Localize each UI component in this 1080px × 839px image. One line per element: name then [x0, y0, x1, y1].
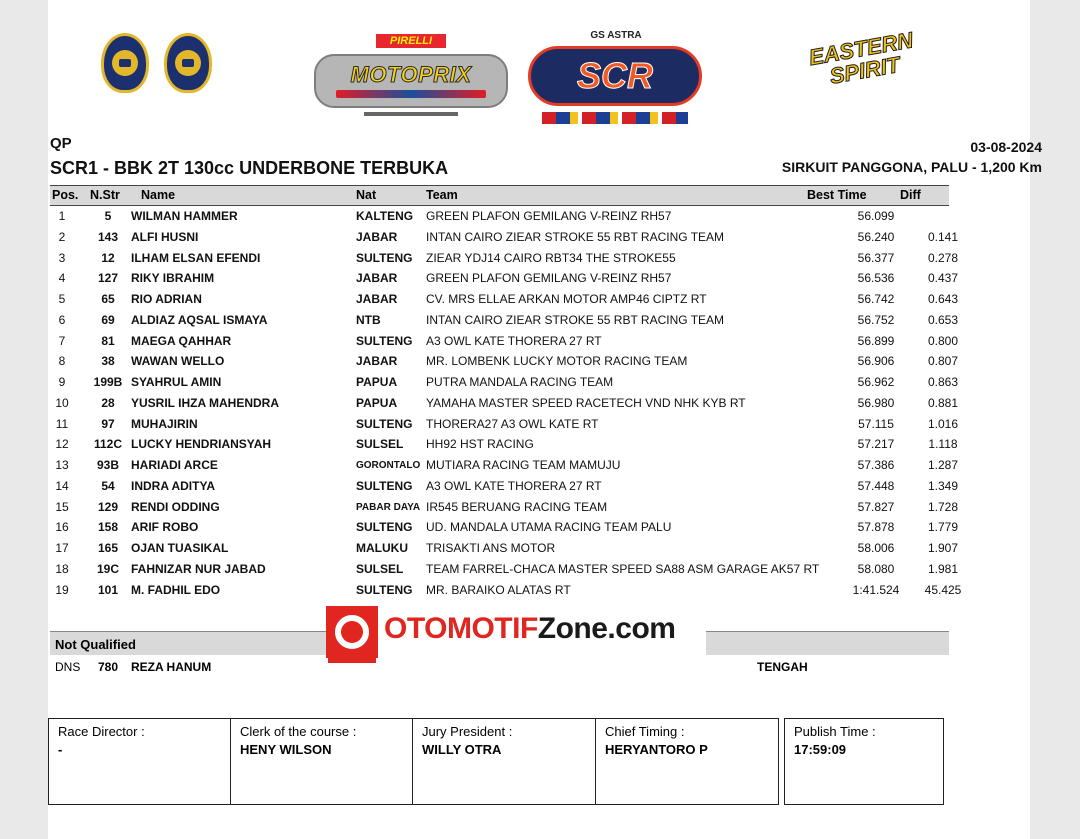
- row-number: 5: [104, 209, 112, 223]
- row-team: GREEN PLAFON GEMILANG V-REINZ RH57: [426, 209, 672, 223]
- col-best-time: Best Time: [807, 188, 867, 202]
- publish-time-label: Publish Time :: [794, 724, 876, 739]
- event-date: 03-08-2024: [970, 139, 1042, 155]
- row-team: ZIEAR YDJ14 CAIRO RBT34 THE STROKE55: [426, 250, 676, 265]
- publish-time-value: 17:59:09: [794, 742, 847, 757]
- sponsor-strip: [336, 90, 486, 98]
- row-diff: 1.779: [927, 520, 959, 535]
- row-team: GREEN PLAFON GEMILANG V-REINZ RH57: [426, 271, 672, 286]
- col-team: Team: [426, 188, 458, 202]
- row-number: 12: [101, 250, 115, 265]
- row-nationality: JABAR: [356, 292, 398, 306]
- row-pos: 8: [58, 354, 66, 369]
- row-diff: 0.278: [927, 250, 959, 265]
- table-row: [50, 393, 959, 413]
- row-number: 97: [101, 416, 115, 431]
- row-rider-name: MUHAJIRIN: [131, 416, 198, 431]
- row-best-time: 56.742: [857, 292, 895, 306]
- session-label: QP: [50, 135, 72, 152]
- row-pos: 18: [55, 561, 69, 576]
- row-diff: 0.437: [927, 271, 959, 286]
- row-pos: 6: [58, 312, 66, 327]
- row-best-time: 57.827: [857, 499, 895, 514]
- watermark-text-b: Zone.com: [537, 612, 676, 645]
- row-pos: 1: [58, 209, 66, 223]
- row-pos: 3: [58, 250, 66, 265]
- row-nationality: KALTENG: [356, 209, 414, 223]
- motoprix-underline: [364, 112, 458, 116]
- col-nstr: N.Str: [90, 188, 120, 202]
- row-diff: 1.118: [928, 437, 958, 452]
- watermark-text-a: OTOMOTIF: [384, 612, 538, 645]
- row-rider-name: OJAN TUASIKAL: [131, 541, 229, 555]
- row-team: YAMAHA MASTER SPEED RACETECH VND NHK KYB RT: [426, 395, 746, 410]
- table-row: [50, 517, 959, 537]
- table-row: [50, 414, 959, 434]
- row-team: TRISAKTI ANS MOTOR: [426, 541, 556, 555]
- row-rider-name: ALDIAZ AQSAL ISMAYA: [131, 312, 268, 327]
- chief-timing-box: [595, 718, 779, 805]
- row-diff: 0.643: [927, 292, 959, 306]
- row-best-time: 57.878: [857, 520, 895, 535]
- row-number: 165: [97, 541, 119, 555]
- signature-block: [48, 718, 944, 805]
- row-best-time: 57.448: [857, 478, 895, 493]
- row-rider-name: MAEGA QAHHAR: [131, 333, 232, 348]
- table-row: [50, 206, 949, 226]
- row-nationality: JABAR: [356, 354, 398, 369]
- row-nationality: SULTENG: [356, 333, 413, 348]
- row-best-time: 57.115: [858, 416, 894, 431]
- row-best-time: 1:41.524: [852, 582, 900, 597]
- row-nationality: SULTENG: [356, 250, 413, 265]
- logo-strip: [328, 658, 376, 663]
- row-number: 38: [101, 354, 115, 369]
- race-director-label: Race Director :: [58, 724, 145, 739]
- row-number: 19C: [96, 561, 119, 576]
- row-diff: 0.881: [927, 395, 959, 410]
- eastern-spirit-logo: EASTERN SPIRIT: [807, 27, 915, 89]
- row-team: IR545 BERUANG RACING TEAM: [426, 499, 608, 514]
- imi-badge-right-icon: [164, 33, 212, 93]
- row-diff: 0.800: [927, 333, 959, 348]
- row-rider-name: WAWAN WELLO: [131, 354, 225, 369]
- row-number: 143: [97, 229, 119, 244]
- col-name: Name: [141, 188, 176, 202]
- row-best-time: 56.962: [857, 375, 895, 389]
- row-rider-name: ARIF ROBO: [131, 520, 199, 535]
- row-pos: 2: [58, 229, 66, 244]
- row-best-time: 58.080: [857, 561, 895, 576]
- row-diff: 45.425: [924, 582, 962, 597]
- table-row: [50, 372, 959, 392]
- row-nationality: PAPUA: [356, 395, 398, 410]
- imi-badge-left-icon: [101, 33, 149, 93]
- row-best-time: 57.217: [857, 437, 895, 452]
- table-row: [50, 227, 959, 247]
- scr-header-label: GS ASTRA: [590, 30, 642, 41]
- row-pos: 15: [55, 499, 69, 514]
- motoprix-wordmark: MOTOPRIX: [350, 62, 472, 87]
- publish-time-box: [784, 718, 944, 805]
- row-team: PUTRA MANDALA RACING TEAM: [426, 375, 614, 389]
- row-team: MR. LOMBENK LUCKY MOTOR RACING TEAM: [426, 354, 688, 369]
- row-nationality: PABAR DAYA: [356, 501, 421, 513]
- row-pos: 12: [55, 437, 69, 452]
- col-pos: Pos.: [52, 188, 79, 202]
- table-row: [50, 559, 959, 579]
- row-diff: 0.863: [927, 375, 959, 389]
- row-pos: 17: [55, 541, 69, 555]
- row-diff: 0.653: [927, 312, 959, 327]
- scr-logo: [528, 30, 702, 128]
- otomotifzone-watermark: [326, 606, 706, 664]
- row-nationality: PAPUA: [356, 375, 398, 389]
- row-rider-name: INDRA ADITYA: [131, 478, 216, 493]
- table-row: [50, 538, 959, 558]
- otomotifzone-logo-icon: [326, 606, 378, 658]
- dns-status: DNS: [55, 660, 81, 674]
- race-director-value: -: [58, 742, 63, 757]
- row-diff: 0.141: [927, 229, 959, 244]
- clerk-label: Clerk of the course :: [240, 724, 357, 739]
- table-row: [50, 268, 959, 288]
- row-nationality: SULTENG: [356, 582, 413, 597]
- row-rider-name: RIO ADRIAN: [131, 292, 202, 306]
- row-diff: 0.807: [927, 354, 959, 369]
- row-pos: 14: [55, 478, 69, 493]
- row-rider-name: ILHAM ELSAN EFENDI: [131, 250, 261, 265]
- row-team: MR. BARAIKO ALATAS RT: [426, 582, 571, 597]
- row-rider-name: ALFI HUSNI: [131, 229, 199, 244]
- row-rider-name: WILMAN HAMMER: [131, 209, 238, 223]
- row-number: 112C: [93, 437, 123, 452]
- not-qualified-label: Not Qualified: [55, 637, 136, 652]
- row-diff: 1.907: [927, 541, 959, 555]
- row-team: INTAN CAIRO ZIEAR STROKE 55 RBT RACING TEAM: [426, 229, 725, 244]
- row-team: TEAM FARREL-CHACA MASTER SPEED SA88 ASM GARAGE AK57 RT: [426, 561, 820, 576]
- row-team: THORERA27 A3 OWL KATE RT: [426, 416, 599, 431]
- row-number: 158: [97, 520, 119, 535]
- col-diff: Diff: [900, 188, 921, 202]
- row-number: 199B: [93, 375, 123, 389]
- race-director-box: [48, 718, 231, 805]
- row-pos: 13: [55, 458, 69, 472]
- class-title: SCR1 - BBK 2T 130cc UNDERBONE TERBUKA: [50, 158, 449, 178]
- row-number: 127: [97, 271, 119, 286]
- row-diff: 1.981: [927, 561, 959, 576]
- jury-president-label: Jury President :: [422, 724, 513, 739]
- table-row: [50, 248, 959, 268]
- row-diff: 1.287: [927, 458, 959, 472]
- row-number: 81: [101, 333, 115, 348]
- row-pos: 5: [58, 292, 66, 306]
- row-nationality: NTB: [356, 312, 381, 327]
- row-diff: 1.016: [927, 416, 959, 431]
- row-nationality: SULTENG: [356, 478, 413, 493]
- dns-name: REZA HANUM: [131, 660, 212, 674]
- table-row: [50, 476, 959, 496]
- row-team: A3 OWL KATE THORERA 27 RT: [426, 478, 602, 493]
- row-nationality: MALUKU: [356, 541, 408, 555]
- col-nat: Nat: [356, 188, 377, 202]
- row-best-time: 56.377: [857, 250, 895, 265]
- row-diff: 1.728: [927, 499, 959, 514]
- row-rider-name: FAHNIZAR NUR JABAD: [131, 561, 266, 576]
- row-number: 28: [101, 395, 115, 410]
- row-best-time: 56.752: [857, 312, 895, 327]
- row-nationality: SULTENG: [356, 416, 413, 431]
- row-pos: 7: [58, 333, 66, 348]
- table-row: [50, 580, 962, 600]
- row-pos: 16: [55, 520, 69, 535]
- row-number: 129: [97, 499, 119, 514]
- row-nationality: SULTENG: [356, 520, 413, 535]
- row-pos: 11: [55, 416, 69, 431]
- row-rider-name: RIKY IBRAHIM: [131, 271, 215, 286]
- table-row: [50, 434, 958, 454]
- row-best-time: 56.240: [857, 229, 895, 244]
- row-rider-name: HARIADI ARCE: [131, 458, 218, 472]
- row-best-time: 58.006: [857, 541, 895, 555]
- pirelli-label: PIRELLI: [376, 34, 446, 48]
- row-team: CV. MRS ELLAE ARKAN MOTOR AMP46 CIPTZ RT: [426, 292, 707, 306]
- row-best-time: 56.906: [857, 354, 895, 369]
- event-venue: SIRKUIT PANGGONA, PALU - 1,200 Km: [781, 159, 1042, 175]
- dns-team: TENGAH: [757, 660, 808, 674]
- row-best-time: 56.899: [857, 333, 895, 348]
- row-pos: 19: [55, 582, 69, 597]
- row-number: 54: [101, 478, 115, 493]
- jury-president-box: [412, 718, 596, 805]
- table-row: [50, 351, 959, 371]
- row-best-time: 56.980: [857, 395, 895, 410]
- row-number: 69: [101, 312, 115, 327]
- table-row: [50, 289, 959, 309]
- table-row: [50, 497, 959, 517]
- table-row: [50, 455, 959, 475]
- results-table-header: [50, 185, 949, 206]
- row-diff: 1.349: [927, 478, 959, 493]
- clerk-value: HENY WILSON: [240, 742, 332, 757]
- row-team: HH92 HST RACING: [426, 437, 534, 452]
- dns-number: 780: [97, 660, 119, 674]
- table-row: [50, 310, 959, 330]
- row-rider-name: M. FADHIL EDO: [131, 582, 221, 597]
- row-team: INTAN CAIRO ZIEAR STROKE 55 RBT RACING TEAM: [426, 312, 725, 327]
- row-pos: 4: [58, 271, 66, 286]
- chief-timing-label: Chief Timing :: [605, 724, 685, 739]
- row-number: 93B: [96, 458, 119, 472]
- row-pos: 10: [55, 395, 69, 410]
- row-pos: 9: [58, 375, 66, 389]
- row-nationality: SULSEL: [356, 437, 404, 452]
- row-team: A3 OWL KATE THORERA 27 RT: [426, 333, 602, 348]
- watermark-text: [384, 612, 675, 646]
- row-team: UD. MANDALA UTAMA RACING TEAM PALU: [426, 520, 672, 535]
- clerk-box: [230, 718, 413, 805]
- row-nationality: SULSEL: [356, 561, 404, 576]
- row-rider-name: RENDI ODDING: [131, 499, 220, 514]
- row-nationality: JABAR: [356, 229, 398, 244]
- row-team: MUTIARA RACING TEAM MAMUJU: [426, 458, 621, 472]
- row-rider-name: LUCKY HENDRIANSYAH: [131, 437, 272, 452]
- row-best-time: 57.386: [857, 458, 895, 472]
- motoprix-plate: [314, 54, 508, 108]
- row-rider-name: YUSRIL IHZA MAHENDRA: [131, 395, 280, 410]
- chief-timing-value: HERYANTORO P: [605, 742, 708, 757]
- jury-president-value: WILLY OTRA: [422, 742, 502, 757]
- row-best-time: 56.536: [857, 271, 895, 286]
- row-number: 101: [97, 582, 119, 597]
- scr-plate: [528, 46, 702, 106]
- row-nationality: JABAR: [356, 271, 398, 286]
- row-rider-name: SYAHRUL AMIN: [131, 375, 222, 389]
- row-best-time: 56.099: [857, 209, 895, 223]
- motoprix-logo: [314, 34, 508, 120]
- scr-wordmark: SCR: [576, 55, 653, 96]
- table-row: [50, 331, 959, 351]
- row-nationality: GORONTALO: [356, 460, 421, 471]
- scr-sponsor-bar: [542, 112, 688, 124]
- row-number: 65: [101, 292, 115, 306]
